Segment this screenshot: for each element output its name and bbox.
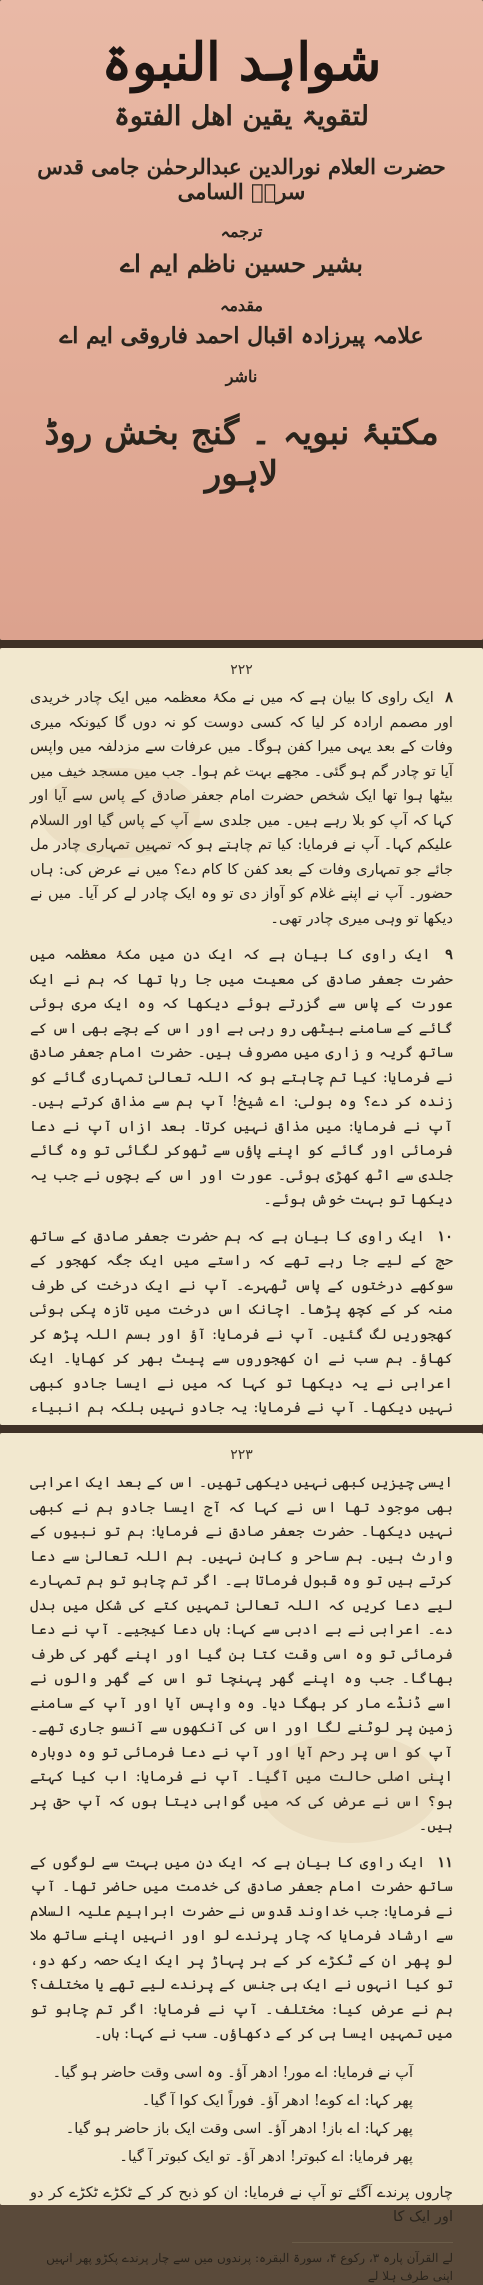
bird-call-list <box>30 2059 453 2171</box>
paragraph-text: ایک راوی کا بیان ہے کہ ایک دن میں مکۂ معظمہ میں حضرت جعفر صادق کی معیت میں جا رہا تھا کہ ہم نے ایک عورت کے پاس سے گزرتے ہوئے دیکھا کہ وہ ایک مری ہوئی گائے کے سامنے بیٹھی رو رہی ہے اور اس کے بچے بھی اس کے ساتھ گریہ و زاری میں مصروف ہیں۔ حضرت امام جعفر صادق نے فرمایا: کیا تم چاہتے ہو کہ اللہ تعالیٰ تمہاری گائے کو زندہ کر دے؟ وہ بولی: اے شیخ! آپ ہم سے مذاق کرتے ہیں۔ آپ نے فرمایا: میں مذاق نہیں کرتا۔ بعد ازاں آپ نے دعا فرمائی اور گائے کو اپنے پاؤں سے ٹھوکر لگائی تو وہ گائے جلدی سے اٹھ کھڑی ہوئی۔ عورت اور اس کے بچوں نے جب یہ دیکھا تو بہت خوش ہوئے۔ <box>30 946 453 1208</box>
publisher-name: مکتبۂ نبویہ ۔ گنج بخش روڈ لاہور <box>44 413 439 494</box>
publisher-label: ناشر <box>225 367 258 386</box>
paragraph-text: ایک راوی کا بیان ہے کہ میں نے مکۂ معظمہ میں ایک چادر خریدی اور مصمم ارادہ کر لیا کہ کسی دوست کو نہ دوں گا کیونکہ میری وفات کے بعد یہی میرا کفن ہوگا۔ میں عرفات سے مزدلفہ میں واپس آیا تو چادر گم ہو گئی۔ مجھے بہت غم ہوا۔ جب میں مسجد خیف میں بیٹھا ہوا تھا ایک شخص حضرت امام جعفر صادق کے پاس سے آیا اور کہا کہ آپ کو بلا رہے ہیں۔ میں جلدی سے آپ کے پاس گیا اور السلام علیکم کہا۔ آپ نے فرمایا: کیا تم چاہتے ہو کہ تمہیں تمہاری چادر مل جائے جو تمہاری وفات کے بعد کفن کا کام دے؟ میں نے عرض کی: ہاں حضور۔ آپ نے اپنے غلام کو آواز دی تو وہ ایک چادر لے کر آیا۔ میں نے دیکھا تو وہی میری چادر تھی۔ <box>30 689 453 927</box>
translator-name: بشیر حسین ناظم ایم اے <box>120 249 363 278</box>
introduction-label: مقدمہ <box>219 296 263 315</box>
paragraph-9 <box>30 943 453 1213</box>
paragraph-11 <box>30 1851 453 2047</box>
paragraph-text: ایک راوی کا بیان ہے کہ ایک دن میں بہت سے لوگوں کے ساتھ حضرت امام جعفر صادق کی خدمت میں حاضر تھا۔ آپ نے فرمایا: جب خداوند قدوس نے حضرت ابراہیم علیہ السلام سے ارشاد فرمایا کہ چار پرندے لو اور انہیں اپنے ساتھ ملا لو پھر ان کے ٹکڑے کر کے ہر پہاڑ پر ایک ایک حصہ رکھ دو، تو کیا انہوں نے ایک ہی جنس کے پرندے لیے تھے یا مختلف؟ ہم نے عرض کیا: مختلف۔ آپ نے فرمایا: اگر تم چاہو تو میں تمہیں ایسا ہی کر کے دکھاؤں۔ سب نے کہا: ہاں۔ <box>30 1853 453 2042</box>
page-number: ۲۲۲ <box>230 662 253 678</box>
page-number: ۲۲۳ <box>230 1447 253 1463</box>
list-item: آپ نے فرمایا: اے مور! ادھر آؤ۔ وہ اسی وقت حاضر ہو گیا۔ <box>52 2063 413 2081</box>
paragraph-text: ایک راوی کا بیان ہے کہ ہم حضرت جعفر صادق کے ساتھ حج کے لیے جا رہے تھے کہ راستے میں ایک جگہ کھجور کے سوکھے درختوں کے پاس ٹھہرے۔ آپ نے ایک درخت کی طرف منہ کر کے کچھ پڑھا۔ اچانک اس درخت میں تازہ پکی ہوئی کھجوریں لگ گئیں۔ آپ نے فرمایا: آؤ اور بسم اللہ پڑھ کر کھاؤ۔ ہم سب نے ان کھجوروں سے پیٹ بھر کر کھایا۔ ایک اعرابی نے یہ دیکھا تو کہا کہ میں نے ایسا جادو کبھی نہیں دیکھا۔ آپ نے فرمایا: یہ جادو نہیں بلکہ ہم انبیاء <box>30 1227 453 1416</box>
paragraph-8 <box>30 686 453 931</box>
paragraph-number: ۹ <box>445 946 453 963</box>
paragraph-text: ایسی چیزیں کبھی نہیں دیکھی تھیں۔ اس کے بعد ایک اعرابی بھی موجود تھا اس نے کہا کہ آج ایسا جادو ہم نے کبھی نہیں دیکھا۔ حضرت جعفر صادق نے فرمایا: ہم تو نبیوں کے وارث ہیں۔ ہم ساحر و کاہن نہیں۔ ہم اللہ تعالیٰ سے دعا کرتے ہیں تو وہ قبول فرماتا ہے۔ اگر تم چاہو تو ہم تمہارے لیے دعا کریں کہ اللہ تعالیٰ تمہیں کتے کی شکل میں بدل دے۔ اعرابی نے بے ادبی سے کہا: ہاں دعا کیجیے۔ آپ نے دعا فرمائی تو وہ اسی وقت کتا بن گیا اور اپنے گھر کی طرف بھاگا۔ جب وہ اپنے گھر پہنچا تو اس کے گھر والوں نے اسے ڈنڈے مار کر بھگا دیا۔ وہ واپس آیا اور آپ کے سامنے زمین پر لوٹنے لگا اور اس کی آنکھوں سے آنسو جاری تھے۔ آپ کو اس پر رحم آیا اور آپ نے دعا فرمائی تو وہ دوبارہ اپنی اصلی حالت میں آگیا۔ آپ نے فرمایا: اب کیا کہتے ہو؟ اس نے عرض کی کہ میں گواہی دیتا ہوں کہ آپ حق پر ہیں۔ <box>30 1474 453 1834</box>
list-item: پھر کہا: اے کوے! ادھر آؤ۔ فوراً ایک کوا آ گیا۔ <box>141 2091 413 2109</box>
page-divider <box>0 1425 483 1433</box>
closing-line: چاروں پرندے آگئے تو آپ نے فرمایا: ان کو ذبح کر کے ٹکڑے ٹکڑے کر دو اور ایک کا <box>30 2183 453 2225</box>
text-page-223 <box>0 1433 483 2283</box>
paragraph-number: ۱۱ <box>437 1853 453 1871</box>
title-page <box>0 0 483 640</box>
text-page-222 <box>0 648 483 1425</box>
author-line: حضرت العلام نورالدین عبدالرحمٰن جامی قدس سرہٗ السامی <box>37 154 446 204</box>
footnote-rule <box>292 2242 453 2243</box>
paragraph-10 <box>30 1225 453 1446</box>
list-item: پھر کہا: اے باز! ادھر آؤ۔ اسی وقت ایک باز حاضر ہو گیا۔ <box>65 2119 413 2137</box>
page-divider <box>0 640 483 648</box>
paragraph-number: ۱۰ <box>437 1227 454 1245</box>
paragraph-continued <box>30 1471 453 1839</box>
paragraph-number: ۸ <box>445 689 454 706</box>
introducer-name: علامہ پیرزادہ اقبال احمد فاروقی ایم اے <box>59 323 424 349</box>
footnote: لے القرآن پارہ ۳، رکوع ۴، سورۃ البقرہ: پرندوں میں سے چار پرندے پکڑو پھر انہیں اپنی طرف ہلا لے <box>46 2250 453 2283</box>
book-subtitle: لتقویۃ یقین اھل الفتوۃ <box>114 101 369 132</box>
translation-label: ترجمہ <box>220 222 263 241</box>
book-title: شواہد النبوۃ <box>101 32 382 93</box>
list-item: پھر فرمایا: اے کبوتر! ادھر آؤ۔ تو ایک کبوتر آ گیا۔ <box>119 2147 413 2165</box>
